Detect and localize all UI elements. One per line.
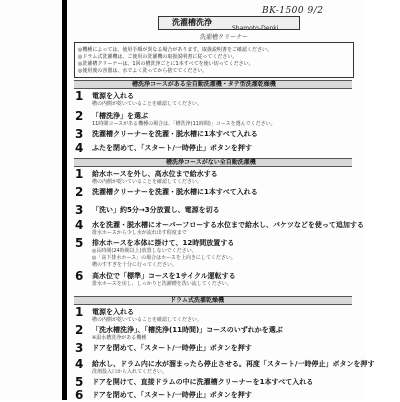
step-number: 5 [75, 236, 84, 250]
step-text: 水を洗濯・脱水槽にオーバーフローする水位まで給水し、バケツなどを使って追加する [92, 221, 364, 229]
step-note: 排水ホースから少し水が流れ出す程度まで [92, 230, 187, 236]
step-number: 2 [75, 323, 84, 337]
section-title: 槽洗浄コースがない全自動洗濯機 [166, 159, 256, 166]
step-number: 6 [75, 388, 84, 402]
step-text: 排水ホースを本体に掛けて、12時間放置する [92, 239, 235, 247]
step-text: 給水ホースを外し、高水位まで給水する [92, 170, 218, 178]
step-number: 3 [75, 127, 84, 141]
step-note: 排水ホースを戻し、しっかりと洗濯槽を洗い流してください。 [92, 281, 232, 287]
step-number: 4 [75, 357, 84, 371]
step-note: 槽の内側が乾いていることを確認してください。 [92, 101, 203, 107]
brand-logo: Shamoto-Denki [232, 25, 279, 32]
step-number: 1 [75, 305, 84, 319]
step-note: 槽の内側が乾いていることを確認してください。 [92, 179, 203, 185]
step-number: 4 [75, 141, 84, 155]
step-text: ドアを閉めて、「スタート/一時停止」ボタンを押す [92, 391, 252, 399]
step-note: ◎「高下排水ホース」の場合はホースを上向きにしてください。 [92, 255, 236, 261]
step-note: ※温水槽洗浄がある機種 [92, 335, 147, 341]
subtitle: 洗濯槽クリーナー [200, 34, 249, 41]
step-number: 3 [75, 203, 84, 217]
step-text: 「洗水槽洗浄」、「槽洗浄(11時間)」コースのいずれかを選ぶ [92, 326, 283, 334]
step-number: 1 [75, 89, 84, 103]
step-text: ドアを開けて、直接ドラムの中に洗濯槽クリーナーを1本すべて入れる [92, 378, 314, 386]
step-number: 1 [75, 167, 84, 181]
step-text: 「洗い」約5分→3分放置し、電源を切る [92, 206, 220, 214]
step-note: 11時間コースがある機種の場合は、「槽洗浄(11時間)」コースを選んでください。 [92, 121, 276, 127]
notice-line: ◎ドラム式洗濯機は、ご使用の洗濯機の取扱説明書に従ってください。 [78, 54, 238, 60]
step-number: 2 [75, 109, 84, 123]
section-title: ドラム式洗濯乾燥機 [170, 297, 224, 304]
step-text: ドアを閉めて、「スタート/一時停止」ボタンを押す [92, 344, 252, 352]
step-text: 洗濯槽クリーナーを洗濯・脱水槽に1本すべて入れる [92, 188, 258, 196]
step-note: 槽の内側が乾いていることを確認してください。 [92, 317, 203, 323]
step-text: ふたを閉めて、「スタート/一時停止」ボタンを押す [92, 144, 252, 152]
step-text: 給水し、ドラム内に水が溜まったら停止させる。再度「スタート/一時停止」ボタンを押す [92, 360, 375, 368]
notice-line: ◎洗濯槽クリーナーは、1回の槽洗浄ごとに1本すべてを使い切ってください。 [78, 61, 254, 67]
step-text: 電源を入れる [92, 308, 134, 316]
step-number: 3 [75, 341, 84, 355]
step-number: 5 [75, 375, 84, 389]
handwritten-model-number: BK-1500 9/2 [262, 6, 324, 16]
notice-line: ◎使用後の容器は、水でよく洗ってから捨ててください。 [78, 68, 208, 74]
step-note: 洗剤投入口から入れてください。 [92, 369, 168, 375]
step-number: 6 [75, 269, 84, 283]
step-number: 2 [75, 185, 84, 199]
step-text: 洗濯槽クリーナーを洗濯・脱水槽に1本すべて入れる [92, 130, 258, 138]
section-title: 槽洗浄コースがある全自動洗濯機・タテ型洗濯乾燥機 [132, 81, 276, 88]
scan-margin-right [366, 0, 400, 400]
document-title: 洗濯槽洗浄 [172, 18, 212, 27]
step-number: 4 [75, 218, 84, 232]
scan-edge-left [62, 0, 67, 400]
step-text: 高水位で「標準」コースを1サイクル運転する [92, 272, 236, 280]
step-text: 電源を入れる [92, 92, 134, 100]
step-note: 槽のすすぎを十分に行ってください。 [92, 262, 178, 268]
notice-line: ◎機種によっては、使用手順が異なる場合があります。取扱説明書をご確認ください。 [78, 47, 272, 53]
step-note: ◎長時間(24時間以上)放置しないでください。 [92, 248, 197, 254]
step-text: 「槽洗浄」を選ぶ [92, 112, 148, 120]
